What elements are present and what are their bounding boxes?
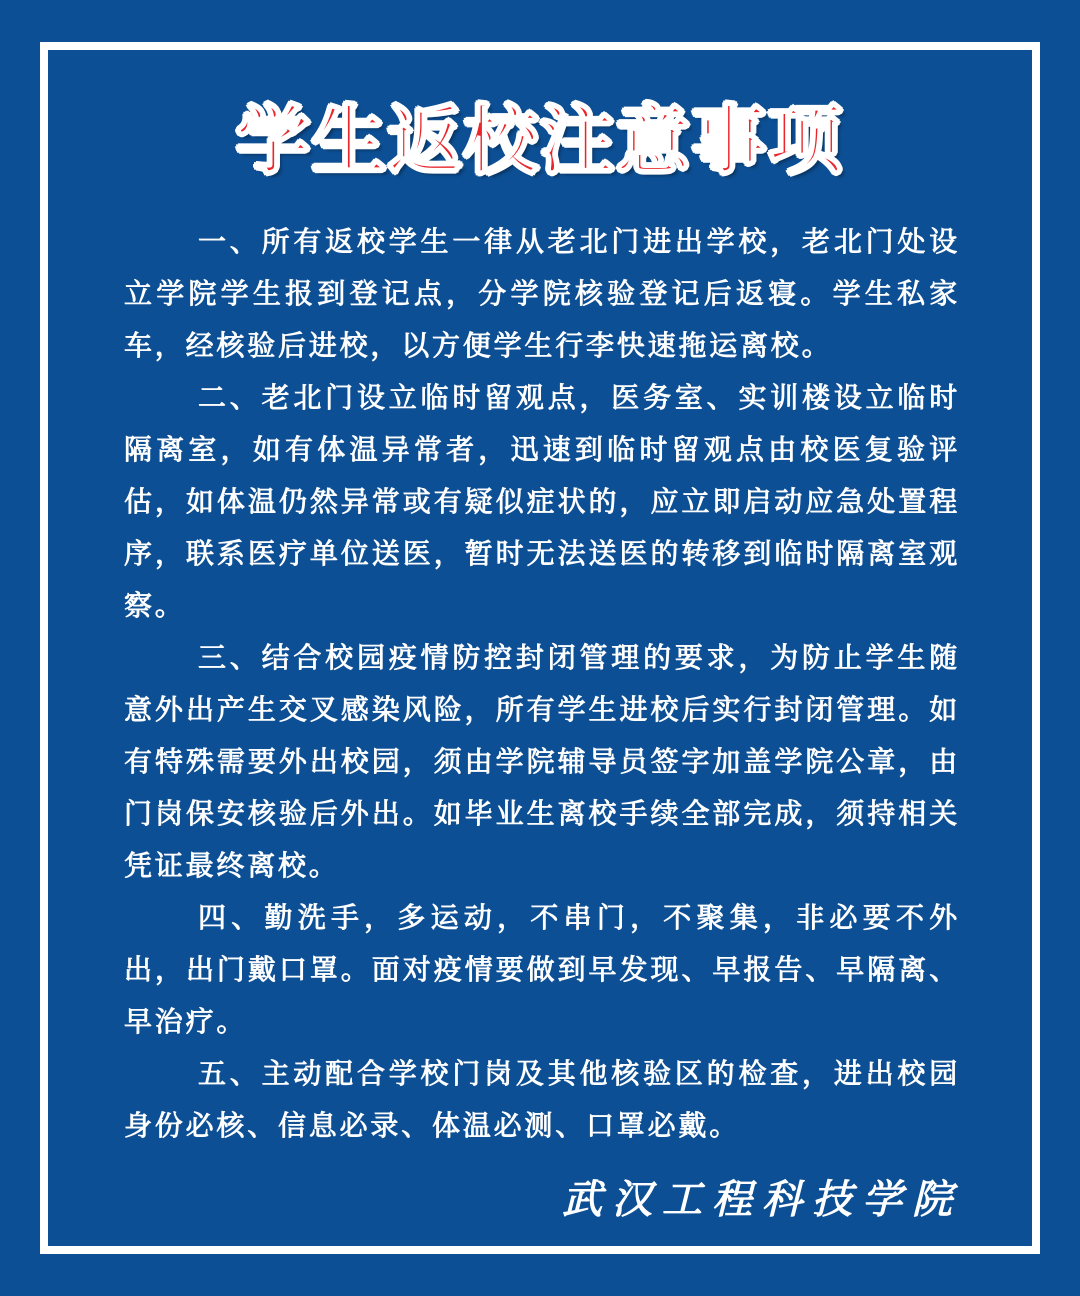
notice-item-5: 五、主动配合学校门岗及其他核验区的检查，进出校园身份必核、信息必录、体温必测、口罩必戴。 [124,1057,960,1142]
notice-item-1: 一、所有返校学生一律从老北门进出学校，老北门处设立学院学生报到登记点，分学院核验登记后返寝。学生私家车，经核验后进校，以方便学生行李快速拖运离校。 [124,225,960,362]
notice-item-2: 二、老北门设立临时留观点，医务室、实训楼设立临时隔离室，如有体温异常者，迅速到临时留观点由校医复验评估，如体温仍然异常或有疑似症状的，应立即启动应急处置程序，联系医疗单位送医，暂时无法送医的转移到临时隔离室观察。 [124,381,960,622]
notice-body [124,216,960,1152]
notice-title: 学生返校注意事项 [236,98,844,184]
notice-item-4: 四、勤洗手，多运动，不串门，不聚集，非必要不外出，出门戴口罩。面对疫情要做到早发现、早报告、早隔离、早治疗。 [124,901,960,1038]
notice-item-3: 三、结合校园疫情防控封闭管理的要求，为防止学生随意外出产生交叉感染风险，所有学生进校后实行封闭管理。如有特殊需要外出校园，须由学院辅导员签字加盖学院公章，由门岗保安核验后外出。如毕业生离校手续全部完成，须持相关凭证最终离校。 [124,641,960,882]
school-signature: 武汉工程科技学院 [562,1176,962,1223]
